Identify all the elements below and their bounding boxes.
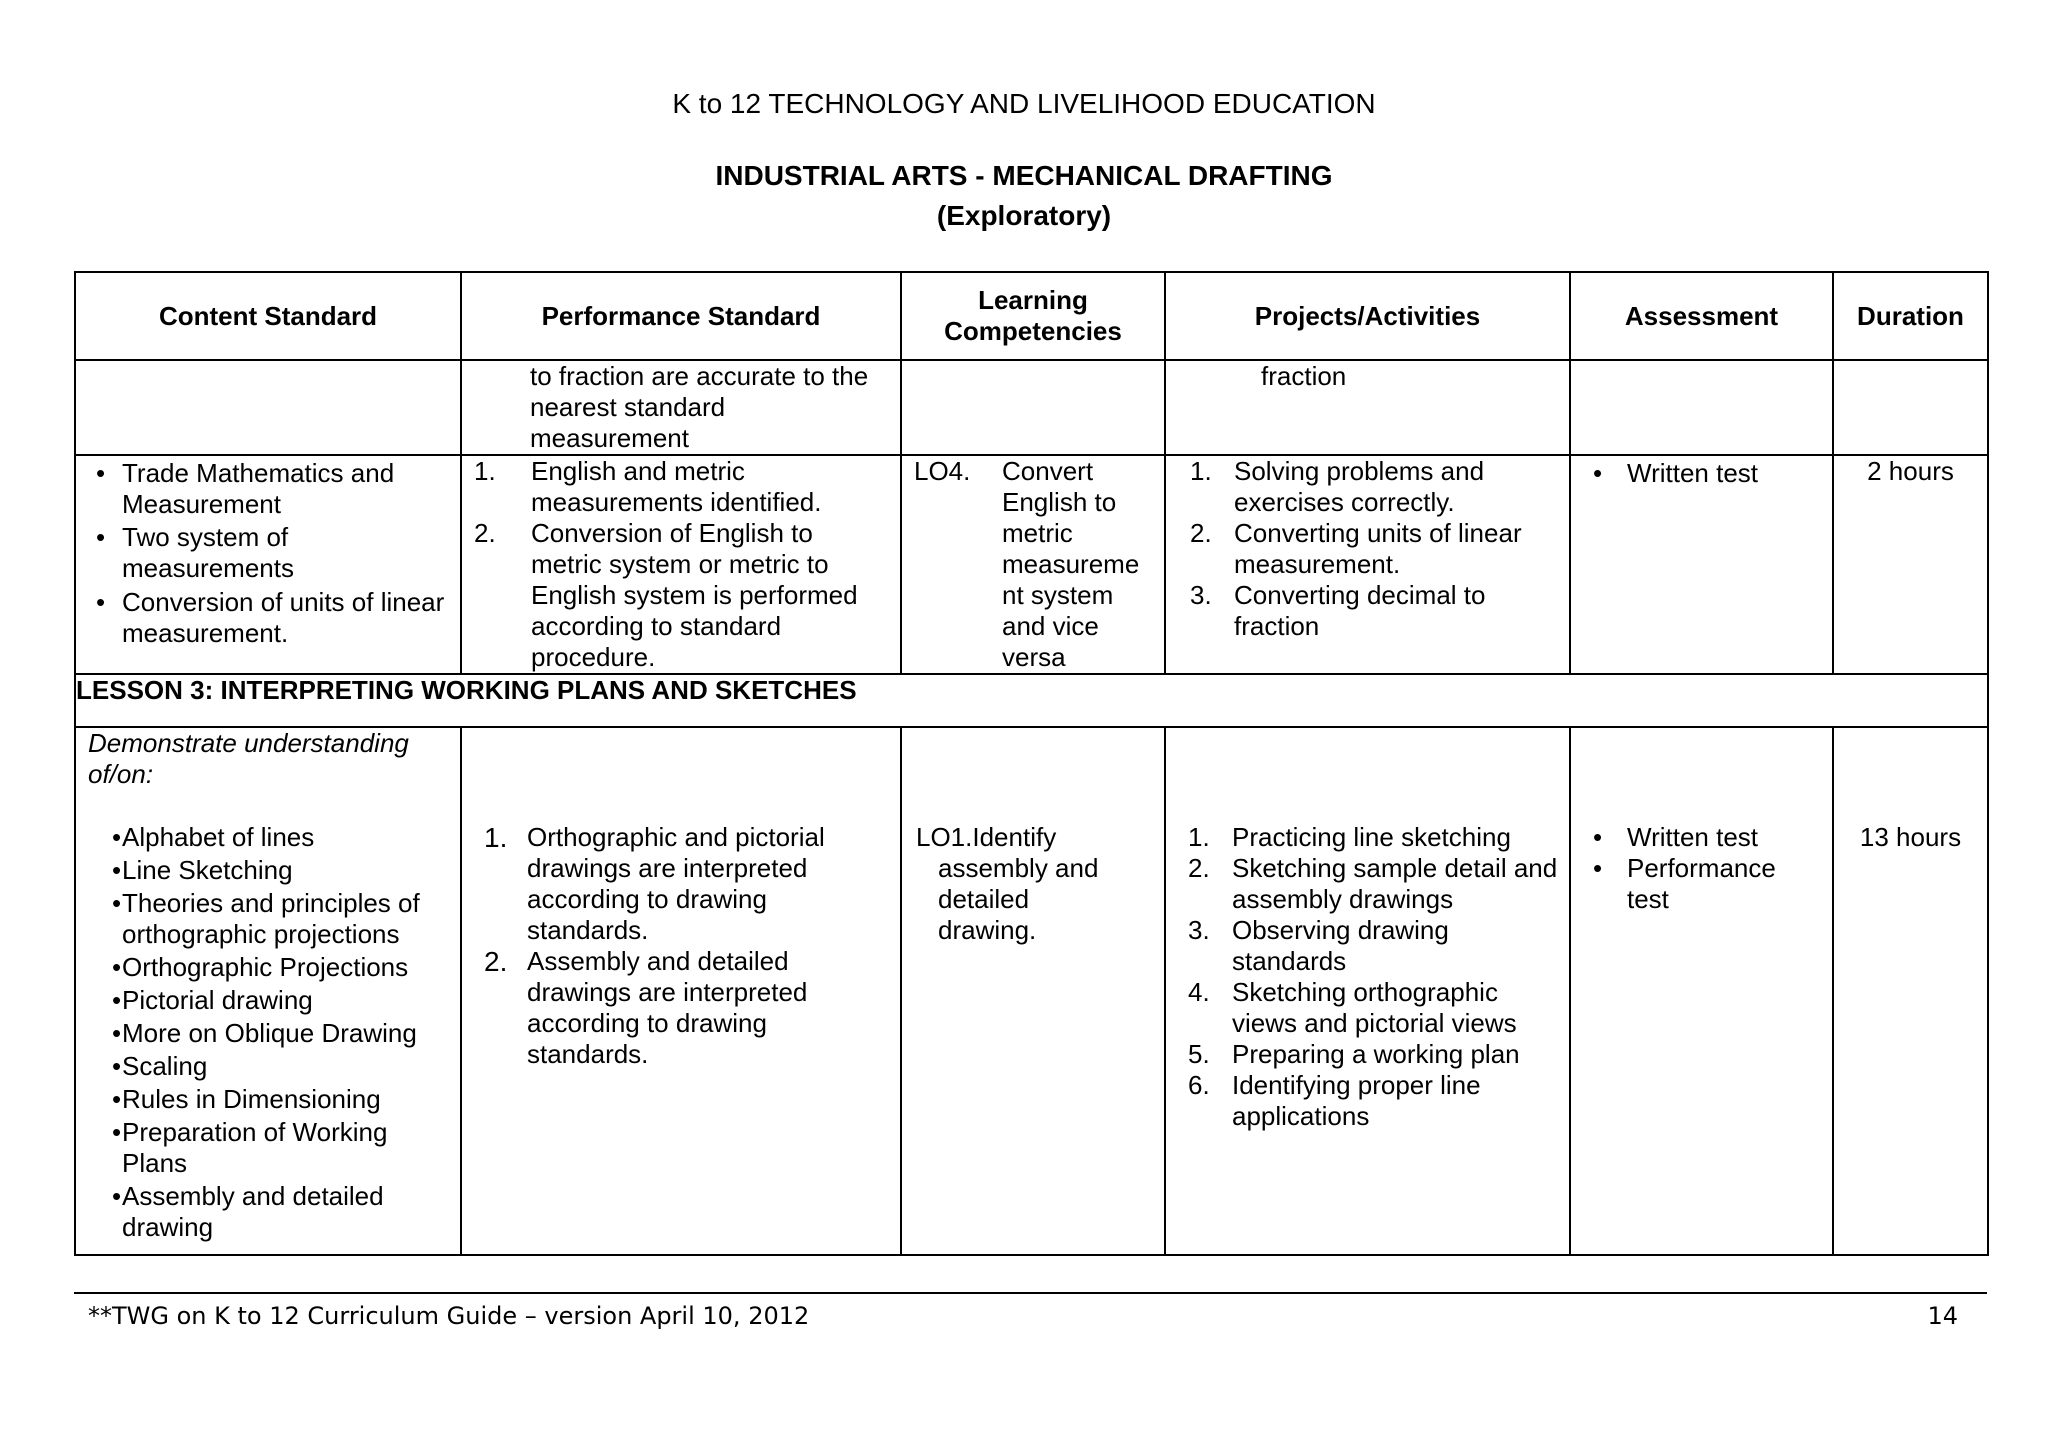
content-cell: [75, 360, 461, 455]
list-item: • Written test: [1593, 458, 1759, 488]
competency-cell: [901, 455, 1165, 674]
list-item: 3. Observing drawing standards: [1188, 915, 1449, 976]
list-item: 1. English and metric measurements identified.: [474, 456, 822, 517]
list-item: • More on Oblique Drawing: [112, 1018, 417, 1048]
page-number: 14: [1927, 1302, 1958, 1330]
document-header: K to 12 TECHNOLOGY AND LIVELIHOOD EDUCATION: [672, 88, 1376, 119]
subject-title: INDUSTRIAL ARTS - MECHANICAL DRAFTING: [715, 160, 1333, 191]
competency-text: LO1.Identify assembly and detailed drawing.: [916, 822, 1099, 945]
list-item: • Preparation of Working Plans: [112, 1117, 388, 1178]
list-item: • Pictorial drawing: [112, 985, 313, 1015]
list-item: • Alphabet of lines: [112, 822, 315, 852]
col-header-content-standard: Content Standard: [75, 272, 461, 360]
performance-cell: [461, 360, 901, 455]
assessment-cell: [1570, 455, 1833, 674]
list-item: 2. Assembly and detailed drawings are interpreted according to drawing standards.: [484, 946, 808, 1069]
list-item: 2. Converting units of linear measurement.: [1190, 518, 1522, 579]
list-item: • Theories and principles of orthographic projections: [112, 888, 420, 949]
list-item: 2. Conversion of English to metric system or metric to English system is performed according to standard procedure.: [474, 518, 858, 672]
duration-cell: [1833, 360, 1988, 455]
list-item: 3. Converting decimal to fraction: [1190, 580, 1486, 641]
col-header-assessment: Assessment: [1570, 272, 1833, 360]
curriculum-table: [74, 271, 1989, 1256]
content-cell: [75, 727, 461, 1255]
list-item: • Scaling: [112, 1051, 208, 1081]
projects-cell: [1165, 455, 1570, 674]
lesson-row: [75, 674, 1988, 727]
table-row: [75, 360, 1988, 455]
col-header-projects-activities: Projects/Activities: [1165, 272, 1570, 360]
subject-subtitle: (Exploratory): [936, 200, 1112, 231]
duration-value: 2 hours: [1867, 456, 1954, 486]
list-item: 2. Sketching sample detail and assembly drawings: [1188, 853, 1558, 914]
list-item: • Conversion of units of linear measurement.: [96, 587, 445, 648]
list-item: • Orthographic Projections: [112, 952, 409, 982]
list-item: • Assembly and detailed drawing: [112, 1181, 384, 1242]
list-item: 6. Identifying proper line applications: [1188, 1070, 1481, 1131]
list-item: 5. Preparing a working plan: [1188, 1039, 1520, 1069]
performance-cell: [461, 727, 901, 1255]
assessment-cell: [1570, 360, 1833, 455]
list-item: 1. Solving problems and exercises correctly.: [1190, 456, 1485, 517]
footer-text: **TWG on K to 12 Curriculum Guide – version April 10, 2012: [88, 1302, 810, 1330]
table-row: [75, 455, 1988, 674]
projects-continued-text: fraction: [1261, 361, 1347, 391]
performance-continued-text: to fraction are accurate to the nearest standard measurement: [530, 361, 869, 453]
list-item: 1. Practicing line sketching: [1188, 822, 1511, 852]
content-intro: Demonstrate understanding of/on:: [88, 728, 409, 789]
list-item: • Trade Mathematics and Measurement: [96, 458, 395, 519]
list-item: 1. Orthographic and pictorial drawings are interpreted according to drawing standards.: [484, 822, 825, 945]
competency-cell: [901, 360, 1165, 455]
col-header-performance-standard: Performance Standard: [461, 272, 901, 360]
competency-text: Convert English to metric measureme nt system and vice versa: [1002, 456, 1140, 672]
competency-cell: [901, 727, 1165, 1255]
performance-cell: [461, 455, 901, 674]
competency-code: LO4.: [914, 456, 971, 486]
content-cell: [75, 455, 461, 674]
list-item: • Performance test: [1593, 853, 1776, 914]
list-item: • Line Sketching: [112, 855, 293, 885]
list-item: • Two system of measurements: [96, 522, 294, 583]
col-header-duration: Duration: [1833, 272, 1988, 360]
projects-cell: [1165, 727, 1570, 1255]
col-header-learning-competencies: Learning Competencies: [901, 272, 1165, 360]
table-row: [75, 727, 1988, 1255]
assessment-cell: [1570, 727, 1833, 1255]
table-header-row: [75, 272, 1988, 360]
list-item: 4. Sketching orthographic views and pictorial views: [1188, 977, 1517, 1038]
lesson-heading: LESSON 3: INTERPRETING WORKING PLANS AND SKETCHES: [75, 674, 1988, 727]
list-item: • Rules in Dimensioning: [112, 1084, 381, 1114]
duration-value: 13 hours: [1859, 822, 1962, 852]
projects-cell: [1165, 360, 1570, 455]
footer-divider: [74, 1292, 1987, 1294]
list-item: • Written test: [1593, 822, 1759, 852]
duration-cell: [1833, 455, 1988, 674]
duration-cell: [1833, 727, 1988, 1255]
